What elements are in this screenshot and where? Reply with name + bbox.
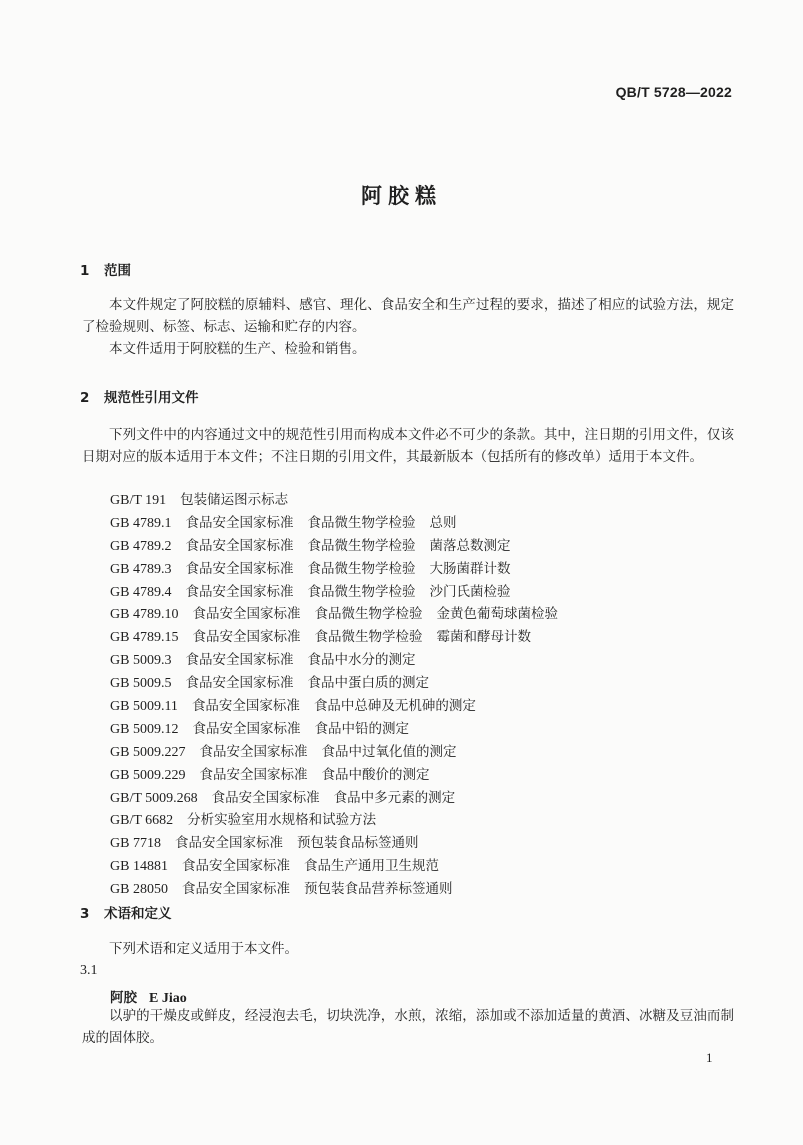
reference-item [110,626,558,649]
reference-item [110,512,558,535]
reference-item [110,718,558,741]
reference-part: 食品安全国家标准 [199,766,308,783]
standard-code: QB/T 5728—2022 [615,84,732,100]
reference-code: GB 5009.12 [110,721,179,737]
reference-code: GB 14881 [110,859,168,875]
reference-item [110,489,558,512]
reference-item [110,672,558,695]
reference-item [110,535,558,558]
reference-part: 食品安全国家标准 [199,743,308,760]
reference-item [110,878,558,901]
reference-item [110,787,558,810]
reference-part: 食品安全国家标准 [192,720,301,737]
reference-part: 金黄色葡萄球菌检验 [436,606,558,623]
term-name-cn: 阿胶 [110,990,137,1006]
document-title: 阿胶糕 [361,184,442,208]
reference-part: 食品安全国家标准 [191,698,300,715]
reference-part: 食品安全国家标准 [211,789,320,806]
reference-part: 霉菌和酵母计数 [436,629,531,646]
reference-part: 沙门氏菌检验 [429,583,511,600]
scope-paragraph-2: 本文件适用于阿胶糕的生产、检验和销售。 [109,341,366,357]
reference-part: 预包装食品标签通则 [296,835,419,852]
term-number: 3.1 [80,963,98,978]
reference-code: GB 5009.3 [110,653,172,669]
term-name-en: E Jiao [149,991,187,1006]
section-title: 术语和定义 [104,906,172,922]
reference-part: 食品中水分的测定 [307,652,416,669]
section-number: 3 [80,906,90,922]
reference-code: GB 4789.15 [110,630,179,646]
terms-intro-paragraph: 下列术语和定义适用于本文件。 [109,941,298,957]
reference-part: 总则 [429,514,457,531]
reference-code: GB 7718 [110,836,161,852]
reference-part: 食品生产通用卫生规范 [303,858,439,875]
reference-part: 食品安全国家标准 [185,675,294,692]
reference-part: 食品安全国家标准 [192,629,301,646]
reference-part: 预包装食品营养标签通则 [303,881,453,898]
reference-code: GB/T 5009.268 [110,790,198,806]
term-definition: 以驴的干燥皮或鲜皮，经浸泡去毛，切块洗净，水煎，浓缩，添加或不添加适量的黄酒、冰糖及豆油而制成的固体胶。 [82,1008,734,1046]
reference-item [110,855,558,878]
reference-part: 食品微生物学检验 [314,629,423,646]
page-number: 1 [706,1050,713,1065]
reference-code: GB 5009.229 [110,767,186,783]
reference-code: GB 4789.1 [110,515,172,531]
section-title: 范围 [104,263,131,279]
reference-item [110,809,558,832]
reference-item [110,581,558,604]
reference-title: 分析实验室用水规格和试验方法 [187,812,377,829]
reference-part: 食品安全国家标准 [185,560,294,577]
section-title: 规范性引用文件 [104,390,199,406]
reference-code: GB 4789.3 [110,561,172,577]
reference-title: 包装储运图示标志 [180,492,289,508]
reference-item [110,649,558,672]
reference-part: 食品微生物学检验 [314,606,423,623]
reference-item [110,741,558,764]
reference-code: GB 5009.11 [110,699,178,715]
reference-item [110,695,558,718]
reference-code: GB 4789.4 [110,584,172,600]
reference-part: 食品中酸价的测定 [321,766,430,783]
section-heading-normative-references [80,386,199,406]
reference-part: 食品安全国家标准 [192,606,301,623]
reference-part: 食品安全国家标准 [181,881,290,898]
reference-code: GB/T 6682 [110,813,174,829]
reference-item [110,558,558,581]
reference-part: 食品安全国家标准 [185,514,294,531]
reference-item [110,603,558,626]
reference-item [110,832,558,855]
reference-code: GB 28050 [110,882,168,898]
reference-code: GB/T 191 [110,493,167,508]
reference-part: 食品中多元素的测定 [333,789,456,806]
section-number: 2 [80,390,90,406]
reference-part: 食品中铅的测定 [314,720,409,737]
reference-part: 食品安全国家标准 [174,835,283,852]
reference-part: 食品安全国家标准 [185,537,294,554]
reference-item [110,764,558,787]
reference-code: GB 5009.227 [110,744,186,760]
scope-paragraph-1: 本文件规定了阿胶糕的原辅料、感官、理化、食品安全和生产过程的要求，描述了相应的试验方法，规定了检验规则、标签、标志、运输和贮存的内容。 [82,297,734,335]
reference-part: 食品中过氧化值的测定 [321,743,457,760]
reference-part: 食品安全国家标准 [185,652,294,669]
reference-part: 食品微生物学检验 [307,583,416,600]
reference-part: 食品中蛋白质的测定 [307,675,429,692]
section-heading-terms [80,902,172,922]
term-name [110,986,187,1007]
reference-part: 食品中总砷及无机砷的测定 [313,698,476,715]
reference-code: GB 5009.5 [110,676,172,692]
section-number: 1 [80,263,90,279]
reference-part: 食品微生物学检验 [307,560,416,577]
references-intro-paragraph: 下列文件中的内容通过文中的规范性引用而构成本文件必不可少的条款。其中，注日期的引用文件，仅该日期对应的版本适用于本文件；不注日期的引用文件，其最新版本（包括所有的修改单）适用于本文件。 [82,427,734,465]
reference-code: GB 4789.2 [110,538,172,554]
section-heading-scope [80,259,131,279]
reference-part: 食品安全国家标准 [181,858,290,875]
reference-part: 大肠菌群计数 [429,560,511,577]
reference-code: GB 4789.10 [110,607,179,623]
reference-part: 食品安全国家标准 [185,583,294,600]
reference-part: 食品微生物学检验 [307,537,416,554]
reference-part: 食品微生物学检验 [307,514,416,531]
reference-list [110,489,558,901]
reference-part: 菌落总数测定 [429,537,511,554]
